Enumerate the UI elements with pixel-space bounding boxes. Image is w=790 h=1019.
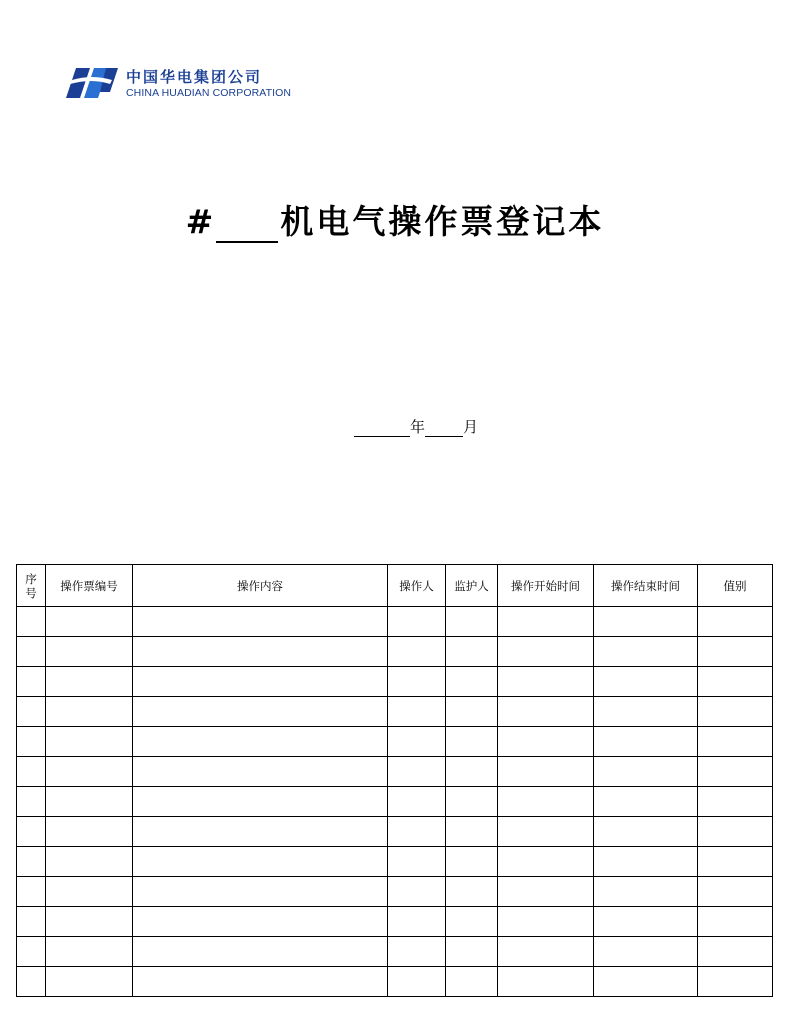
cell-end-time[interactable] bbox=[594, 787, 698, 817]
cell-start-time[interactable] bbox=[498, 817, 594, 847]
cell-start-time[interactable] bbox=[498, 937, 594, 967]
cell-start-time[interactable] bbox=[498, 847, 594, 877]
cell-operation-content[interactable] bbox=[133, 607, 388, 637]
cell-operator[interactable] bbox=[388, 817, 446, 847]
cell-operator[interactable] bbox=[388, 697, 446, 727]
cell-start-time[interactable] bbox=[498, 727, 594, 757]
cell-start-time[interactable] bbox=[498, 667, 594, 697]
cell-ticket-number[interactable] bbox=[46, 907, 133, 937]
cell-operator[interactable] bbox=[388, 877, 446, 907]
cell-ticket-number[interactable] bbox=[46, 787, 133, 817]
header-operation-content: 操作内容 bbox=[133, 565, 388, 607]
cell-serial[interactable] bbox=[17, 787, 46, 817]
cell-shift[interactable] bbox=[698, 787, 773, 817]
cell-operation-content[interactable] bbox=[133, 757, 388, 787]
year-blank[interactable] bbox=[354, 420, 410, 437]
cell-end-time[interactable] bbox=[594, 877, 698, 907]
cell-operator[interactable] bbox=[388, 667, 446, 697]
cell-end-time[interactable] bbox=[594, 667, 698, 697]
cell-operation-content[interactable] bbox=[133, 847, 388, 877]
cell-end-time[interactable] bbox=[594, 637, 698, 667]
unit-number-blank[interactable] bbox=[216, 209, 278, 243]
cell-serial[interactable] bbox=[17, 937, 46, 967]
cell-supervisor[interactable] bbox=[446, 637, 498, 667]
cell-operator[interactable] bbox=[388, 637, 446, 667]
cell-shift[interactable] bbox=[698, 667, 773, 697]
cell-start-time[interactable] bbox=[498, 967, 594, 997]
cell-ticket-number[interactable] bbox=[46, 697, 133, 727]
table-row bbox=[17, 937, 773, 967]
cell-operator[interactable] bbox=[388, 967, 446, 997]
table-row bbox=[17, 667, 773, 697]
cell-supervisor[interactable] bbox=[446, 697, 498, 727]
cell-operation-content[interactable] bbox=[133, 727, 388, 757]
cell-shift[interactable] bbox=[698, 697, 773, 727]
cell-serial[interactable] bbox=[17, 757, 46, 787]
cell-operation-content[interactable] bbox=[133, 937, 388, 967]
month-blank[interactable] bbox=[425, 420, 463, 437]
table-row bbox=[17, 787, 773, 817]
cell-shift[interactable] bbox=[698, 727, 773, 757]
month-label: 月 bbox=[463, 418, 479, 436]
cell-operator[interactable] bbox=[388, 937, 446, 967]
cell-operation-content[interactable] bbox=[133, 697, 388, 727]
cell-serial[interactable] bbox=[17, 907, 46, 937]
cell-start-time[interactable] bbox=[498, 907, 594, 937]
cell-supervisor[interactable] bbox=[446, 847, 498, 877]
table-row bbox=[17, 697, 773, 727]
cell-supervisor[interactable] bbox=[446, 787, 498, 817]
cell-ticket-number[interactable] bbox=[46, 727, 133, 757]
cell-ticket-number[interactable] bbox=[46, 667, 133, 697]
cell-shift[interactable] bbox=[698, 607, 773, 637]
cell-start-time[interactable] bbox=[498, 697, 594, 727]
cell-shift[interactable] bbox=[698, 817, 773, 847]
cell-end-time[interactable] bbox=[594, 727, 698, 757]
cell-operation-content[interactable] bbox=[133, 787, 388, 817]
cell-ticket-number[interactable] bbox=[46, 937, 133, 967]
header-ticket-number: 操作票编号 bbox=[46, 565, 133, 607]
cell-end-time[interactable] bbox=[594, 757, 698, 787]
cell-supervisor[interactable] bbox=[446, 667, 498, 697]
cell-start-time[interactable] bbox=[498, 787, 594, 817]
cell-supervisor[interactable] bbox=[446, 877, 498, 907]
cell-start-time[interactable] bbox=[498, 637, 594, 667]
cell-serial[interactable] bbox=[17, 847, 46, 877]
cell-end-time[interactable] bbox=[594, 697, 698, 727]
cell-serial[interactable] bbox=[17, 697, 46, 727]
operation-ticket-register-table bbox=[16, 564, 773, 997]
page-title bbox=[0, 196, 790, 243]
header-serial: 序号 bbox=[17, 565, 46, 607]
cell-supervisor[interactable] bbox=[446, 607, 498, 637]
date-line bbox=[0, 416, 790, 437]
cell-ticket-number[interactable] bbox=[46, 877, 133, 907]
logo-chinese-name: 中国华电集团公司 bbox=[126, 68, 263, 86]
cell-operator[interactable] bbox=[388, 607, 446, 637]
cell-shift[interactable] bbox=[698, 847, 773, 877]
cell-operator[interactable] bbox=[388, 907, 446, 937]
cell-operation-content[interactable] bbox=[133, 817, 388, 847]
header-end-time: 操作结束时间 bbox=[594, 565, 698, 607]
cell-start-time[interactable] bbox=[498, 757, 594, 787]
cell-supervisor[interactable] bbox=[446, 907, 498, 937]
cell-ticket-number[interactable] bbox=[46, 607, 133, 637]
cell-ticket-number[interactable] bbox=[46, 757, 133, 787]
table-row bbox=[17, 637, 773, 667]
cell-serial[interactable] bbox=[17, 637, 46, 667]
cell-serial[interactable] bbox=[17, 667, 46, 697]
cell-supervisor[interactable] bbox=[446, 727, 498, 757]
header-operator: 操作人 bbox=[388, 565, 446, 607]
cell-ticket-number[interactable] bbox=[46, 847, 133, 877]
cell-shift[interactable] bbox=[698, 637, 773, 667]
table-row bbox=[17, 727, 773, 757]
title-prefix: # bbox=[185, 202, 217, 241]
table-row bbox=[17, 817, 773, 847]
header-start-time: 操作开始时间 bbox=[498, 565, 594, 607]
cell-supervisor[interactable] bbox=[446, 937, 498, 967]
cell-serial[interactable] bbox=[17, 607, 46, 637]
header-supervisor: 监护人 bbox=[446, 565, 498, 607]
cell-end-time[interactable] bbox=[594, 967, 698, 997]
cell-operator[interactable] bbox=[388, 847, 446, 877]
cell-serial[interactable] bbox=[17, 727, 46, 757]
cell-operation-content[interactable] bbox=[133, 667, 388, 697]
cell-serial[interactable] bbox=[17, 877, 46, 907]
table-row bbox=[17, 847, 773, 877]
cell-start-time[interactable] bbox=[498, 607, 594, 637]
header-shift: 值别 bbox=[698, 565, 773, 607]
table-body bbox=[17, 607, 773, 997]
table-row bbox=[17, 967, 773, 997]
cell-shift[interactable] bbox=[698, 907, 773, 937]
company-logo bbox=[66, 64, 306, 104]
huadian-logo-icon bbox=[66, 66, 118, 100]
table-row bbox=[17, 907, 773, 937]
year-label: 年 bbox=[409, 418, 425, 436]
cell-ticket-number[interactable] bbox=[46, 967, 133, 997]
cell-end-time[interactable] bbox=[594, 607, 698, 637]
cell-supervisor[interactable] bbox=[446, 757, 498, 787]
table-row bbox=[17, 607, 773, 637]
cell-shift[interactable] bbox=[698, 937, 773, 967]
cell-operator[interactable] bbox=[388, 727, 446, 757]
cell-end-time[interactable] bbox=[594, 937, 698, 967]
logo-english-name: CHINA HUADIAN CORPORATION bbox=[126, 87, 292, 99]
title-text: 机电气操作票登记本 bbox=[280, 202, 605, 241]
cell-end-time[interactable] bbox=[594, 817, 698, 847]
table-row bbox=[17, 877, 773, 907]
cell-serial[interactable] bbox=[17, 817, 46, 847]
cell-operation-content[interactable] bbox=[133, 637, 388, 667]
cell-shift[interactable] bbox=[698, 967, 773, 997]
table-header-row bbox=[17, 565, 773, 607]
cell-ticket-number[interactable] bbox=[46, 817, 133, 847]
cell-start-time[interactable] bbox=[498, 877, 594, 907]
table-row bbox=[17, 757, 773, 787]
cell-shift[interactable] bbox=[698, 757, 773, 787]
cell-supervisor[interactable] bbox=[446, 817, 498, 847]
cell-ticket-number[interactable] bbox=[46, 637, 133, 667]
cell-operation-content[interactable] bbox=[133, 877, 388, 907]
cell-operator[interactable] bbox=[388, 757, 446, 787]
cell-supervisor[interactable] bbox=[446, 967, 498, 997]
cell-serial[interactable] bbox=[17, 967, 46, 997]
cell-end-time[interactable] bbox=[594, 847, 698, 877]
cell-shift[interactable] bbox=[698, 877, 773, 907]
cell-end-time[interactable] bbox=[594, 907, 698, 937]
cell-operation-content[interactable] bbox=[133, 967, 388, 997]
cell-operation-content[interactable] bbox=[133, 907, 388, 937]
cell-operator[interactable] bbox=[388, 787, 446, 817]
